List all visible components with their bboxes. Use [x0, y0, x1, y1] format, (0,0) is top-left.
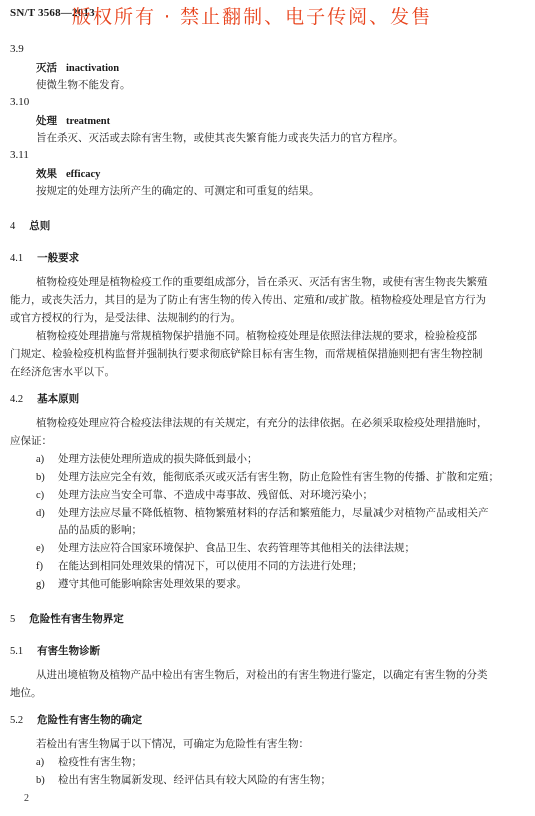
paragraph-line: 门规定、检验检疫机构监督并强制执行要求彻底铲除目标有害生物，而常规植保措施则把有害生物控制 [10, 348, 483, 360]
standard-code: SN/T 3568—2013 [10, 7, 95, 19]
term-en: inactivation [66, 63, 120, 74]
term-definition: 按规定的处理方法所产生的确定的、可测定和可重复的结果。 [36, 185, 320, 197]
list-item [36, 558, 363, 573]
paragraph-line: 从进出境植物及植物产品中检出有害生物后，对检出的有害生物进行鉴定，以确定有害生物的分类 [36, 669, 488, 681]
paragraph-line: 植物检疫处理措施与常规植物保护措施不同。植物检疫处理是依照法律法规的要求，检验检疫部 [36, 330, 477, 342]
section-number: 4.1 [10, 253, 24, 264]
paragraph-line: 或官方授权的行为，是受法律、法规制约的行为。 [10, 312, 241, 324]
term-heading [36, 60, 119, 75]
section-title: 危险性有害生物的确定 [37, 714, 143, 726]
list-item [36, 576, 247, 591]
list-text: 品的品质的影响； [58, 524, 142, 536]
list-text: 处理方法应当安全可靠、不造成中毒事故、残留低、对环境污染小； [58, 489, 373, 501]
copyright-watermark: 版权所有 · 禁止翻制、电子传阅、发售 [72, 6, 433, 28]
list-item [36, 772, 331, 787]
term-number: 3.11 [10, 149, 29, 161]
list-item [36, 522, 142, 537]
paragraph-line: 在经济危害水平以下。 [10, 366, 115, 378]
list-label: e) [36, 543, 45, 554]
list-label: b) [36, 775, 45, 786]
paragraph-line: 应保证： [10, 435, 52, 447]
list-label: a) [36, 454, 45, 465]
section-number: 5 [10, 614, 16, 625]
section-number: 4 [10, 221, 16, 232]
term-definition: 使微生物不能发育。 [36, 79, 131, 91]
section-title: 总则 [29, 220, 51, 232]
list-text: 检疫性有害生物； [58, 756, 142, 768]
term-number: 3.10 [10, 96, 30, 108]
list-label: c) [36, 490, 45, 501]
term-heading [36, 113, 110, 128]
section-title: 一般要求 [37, 252, 80, 264]
term-en: treatment [66, 116, 111, 127]
section-number: 5.1 [10, 646, 24, 657]
list-label: b) [36, 472, 45, 483]
term-definition: 旨在杀灭、灭活或去除有害生物，或使其丧失繁育能力或丧失活力的官方程序。 [36, 132, 404, 144]
subsection-heading [10, 643, 100, 658]
term-zh: 处理 [36, 115, 57, 127]
section-title: 基本原则 [37, 393, 80, 405]
paragraph-line: 植物检疫处理是植物检疫工作的重要组成部分，旨在杀灭、灭活有害生物，或使有害生物丧失繁殖 [36, 276, 488, 288]
list-label: f) [36, 561, 43, 572]
list-text: 处理方法应符合国家环境保护、食品卫生、农药管理等其他相关的法律法规； [58, 542, 415, 554]
subsection-heading [10, 712, 142, 727]
list-item [36, 505, 489, 520]
term-zh: 效果 [36, 168, 57, 180]
list-text: 处理方法应尽量不降低植物、植物繁殖材料的存活和繁殖能力，尽量减少对植物产品或相关产 [58, 507, 489, 519]
list-label: a) [36, 757, 45, 768]
section-number: 5.2 [10, 715, 24, 726]
paragraph-line: 植物检疫处理应符合检疫法律法规的有关规定，有充分的法律依据。在必须采取检疫处理措施时， [36, 417, 488, 429]
section-heading [10, 611, 124, 626]
list-item [36, 540, 415, 555]
section-number: 4.2 [10, 394, 24, 405]
list-text: 检出有害生物属新发现、经评估具有较大风险的有害生物； [58, 774, 331, 786]
term-en: efficacy [66, 169, 101, 180]
list-item [36, 754, 142, 769]
subsection-heading [10, 250, 79, 265]
paragraph-line: 地位。 [10, 687, 42, 699]
list-text: 遵守其他可能影响除害处理效果的要求。 [58, 578, 247, 590]
term-heading [36, 166, 100, 181]
list-item [36, 487, 373, 502]
list-item [36, 451, 258, 466]
section-title: 危险性有害生物界定 [29, 613, 124, 625]
list-label: d) [36, 508, 45, 519]
term-zh: 灭活 [36, 62, 57, 74]
list-text: 处理方法应完全有效，能彻底杀灭或灭活有害生物，防止危险性有害生物的传播、扩散和定殖； [58, 471, 499, 483]
section-title: 有害生物诊断 [37, 645, 101, 657]
subsection-heading [10, 391, 79, 406]
term-number: 3.9 [10, 43, 24, 55]
list-item [36, 469, 499, 484]
paragraph-line: 能力，或丧失活力，其目的是为了防止有害生物的传入传出、定殖和/或扩散。植物检疫处理是官方行为 [10, 294, 487, 306]
paragraph-line: 若检出有害生物属于以下情况，可确定为危险性有害生物： [36, 738, 309, 750]
page-number: 2 [24, 793, 29, 804]
list-text: 处理方法使处理所造成的损失降低到最小； [58, 453, 258, 465]
section-heading [10, 218, 50, 233]
list-label: g) [36, 579, 45, 590]
list-text: 在能达到相同处理效果的情况下，可以使用不同的方法进行处理； [58, 560, 363, 572]
